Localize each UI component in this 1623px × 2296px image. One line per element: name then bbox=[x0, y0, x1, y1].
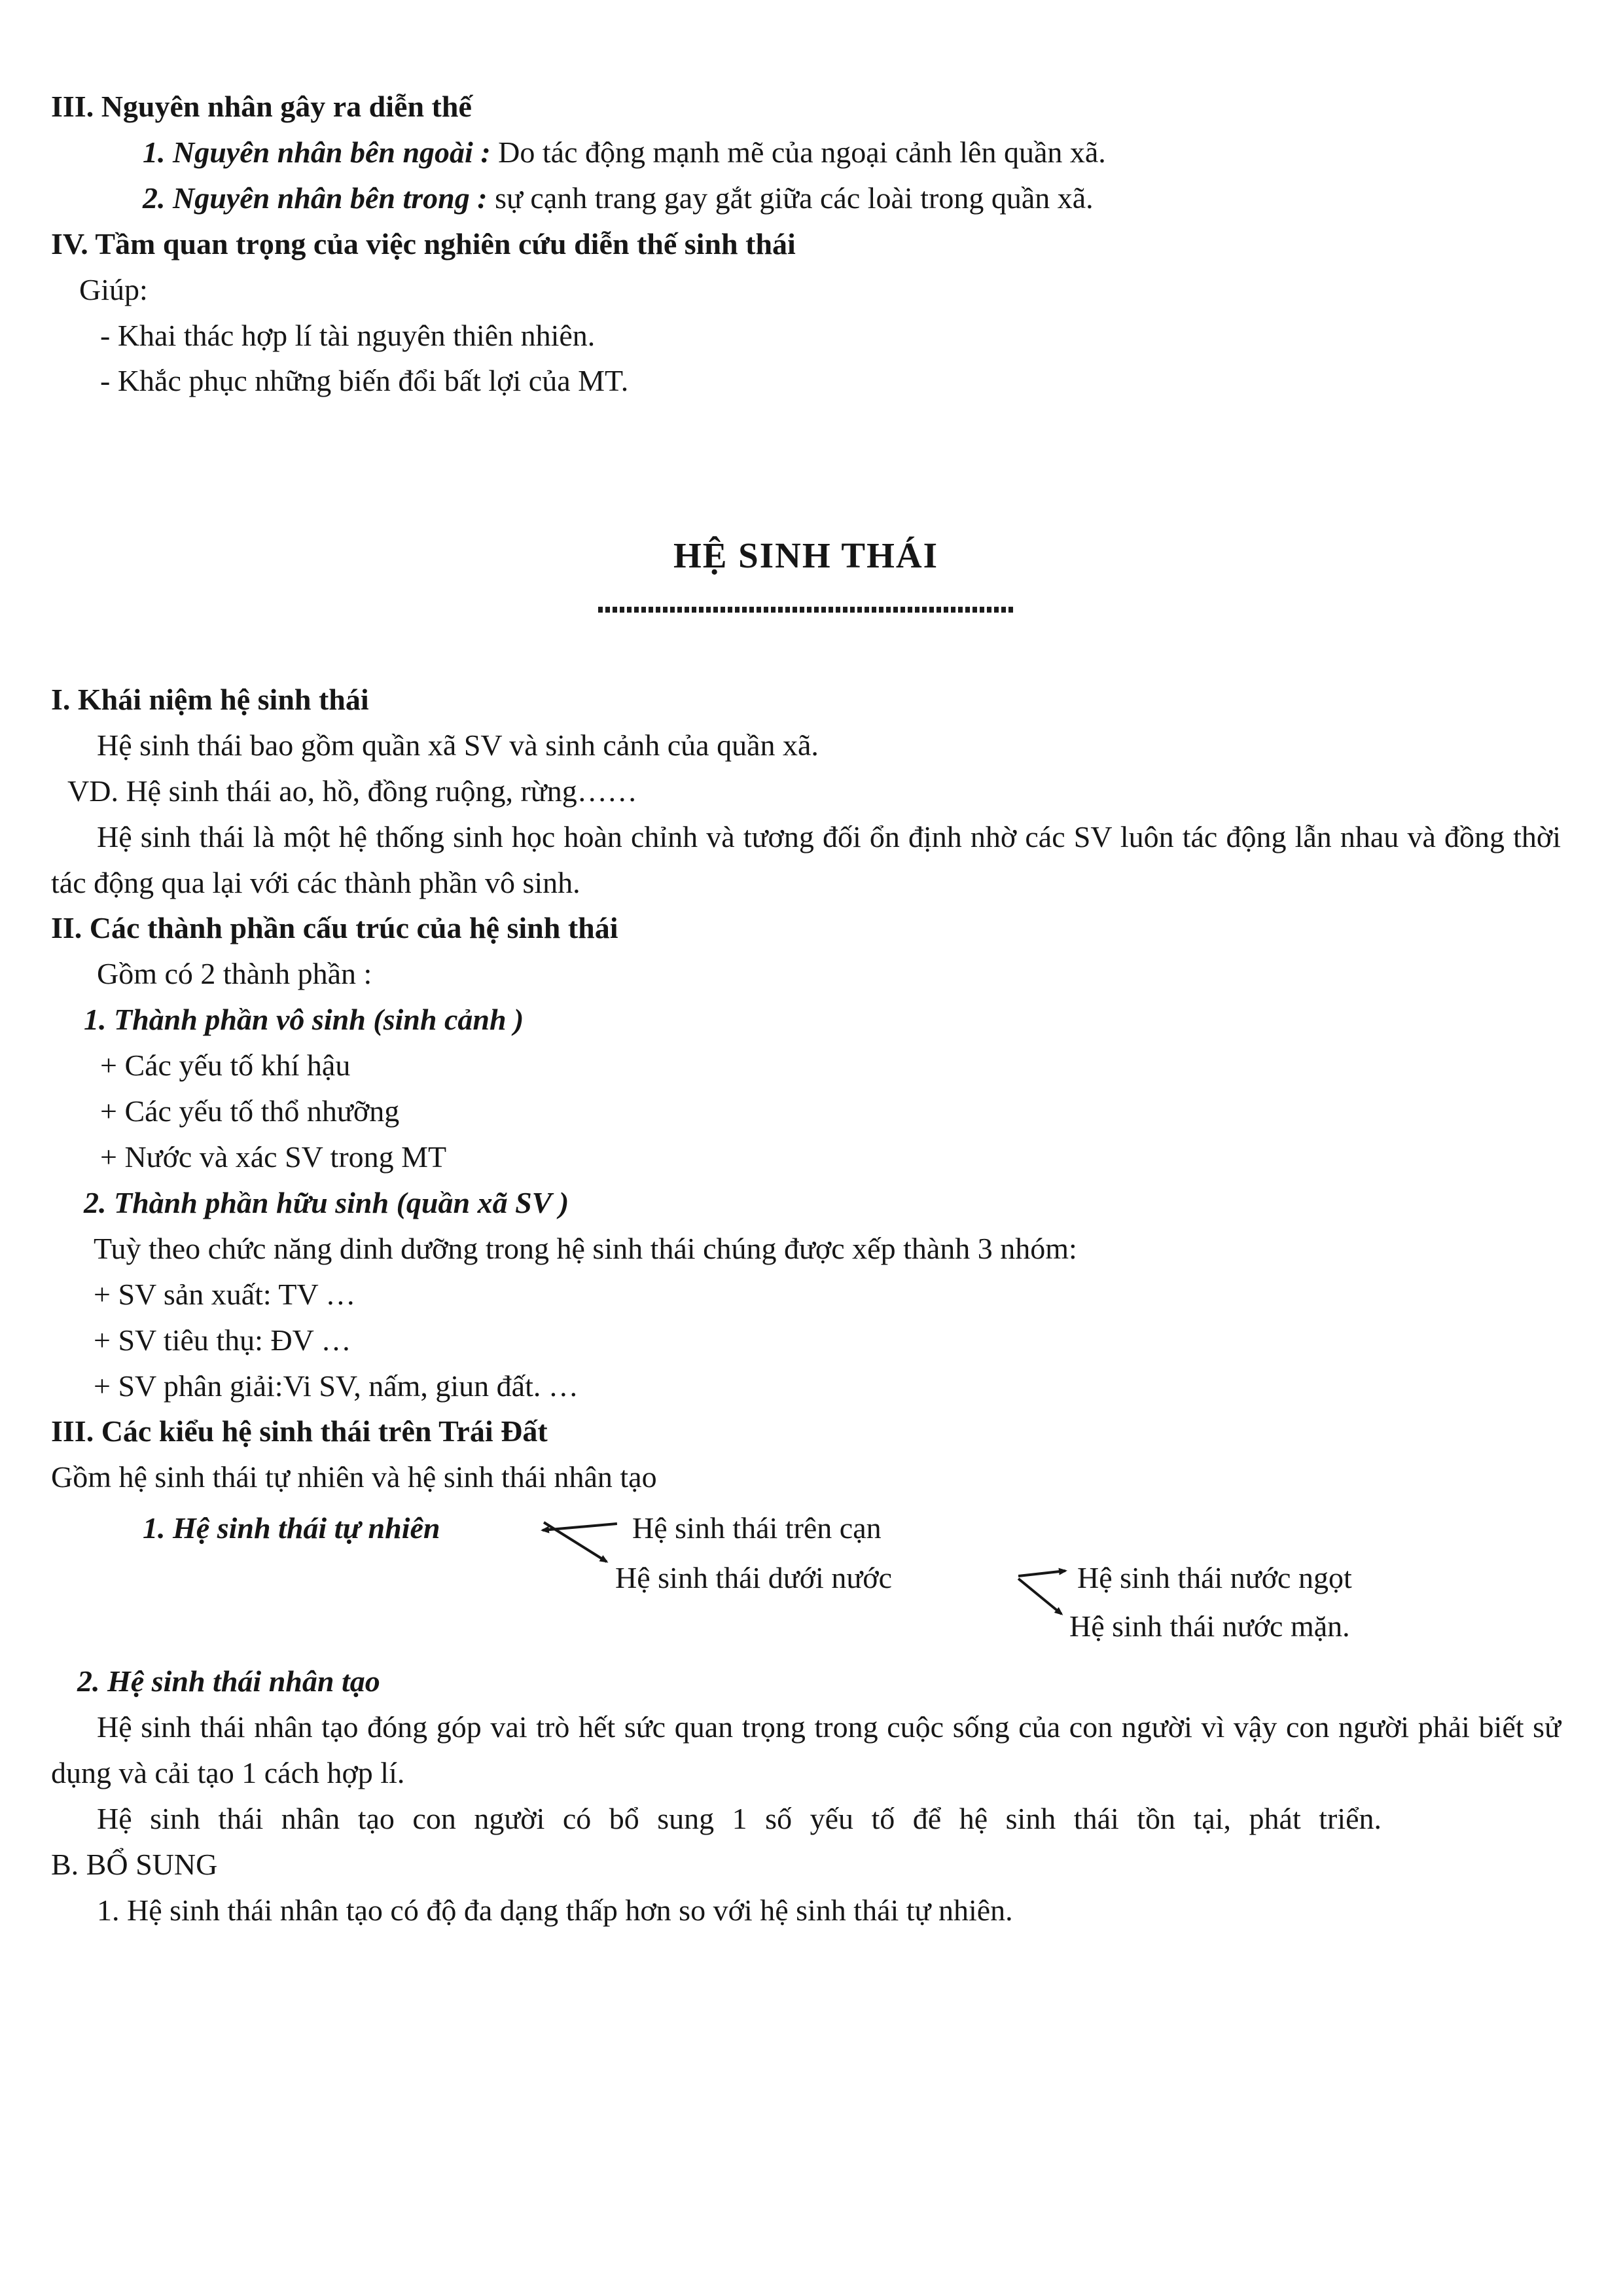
types-intro: Gồm hệ sinh thái tự nhiên và hệ sinh thái nhân tạo bbox=[51, 1460, 657, 1494]
biotic-subheading: 2. Thành phần hữu sinh (quần xã SV ) bbox=[84, 1185, 569, 1219]
ecosystem-types-diagram bbox=[51, 1503, 1561, 1659]
artificial-subheading: 2. Hệ sinh thái nhân tạo bbox=[77, 1664, 380, 1698]
help-bullet-1: - Khai thác hợp lí tài nguyên thiên nhiên. bbox=[100, 318, 596, 352]
supplement-item-1: 1. Hệ sinh thái nhân tạo có độ đa dạng thấp hơn so với hệ sinh thái tự nhiên. bbox=[97, 1893, 1013, 1927]
abiotic-bullet-2: + Các yếu tố thổ nhưỡng bbox=[100, 1094, 400, 1128]
artificial-paragraph-2: Hệ sinh thái nhân tạo con người có bổ sung 1 số yếu tố để hệ sinh thái tồn tại, phát triển. bbox=[97, 1801, 1382, 1835]
section-i-heading: I. Khái niệm hệ sinh thái bbox=[51, 682, 369, 716]
diagram-node-aquatic: Hệ sinh thái dưới nước bbox=[615, 1561, 893, 1595]
arrow-to-freshwater-icon bbox=[1018, 1571, 1065, 1576]
ecosystem-example: VD. Hệ sinh thái ao, hồ, đồng ruộng, rừng…… bbox=[67, 774, 637, 808]
cause-external-text: Do tác động mạnh mẽ của ngoại cảnh lên quần xã. bbox=[490, 135, 1106, 169]
cause-internal-text: sự cạnh trang gay gắt giữa các loài trong quần xã. bbox=[487, 181, 1094, 215]
arrow-to-saltwater-icon bbox=[1018, 1579, 1061, 1614]
biotic-intro: Tuỳ theo chức năng dinh dưỡng trong hệ sinh thái chúng được xếp thành 3 nhóm: bbox=[94, 1231, 1077, 1265]
supplement-heading: B. BỔ SUNG bbox=[51, 1847, 218, 1881]
diagram-node-natural: 1. Hệ sinh thái tự nhiên bbox=[143, 1511, 440, 1545]
diagram-node-saltwater: Hệ sinh thái nước mặn. bbox=[1069, 1609, 1350, 1643]
section-iv-heading: IV. Tầm quan trọng của việc nghiên cứu diễn thế sinh thái bbox=[51, 226, 796, 260]
diagram-node-freshwater: Hệ sinh thái nước ngọt bbox=[1077, 1561, 1352, 1595]
abiotic-bullet-3: + Nước và xác SV trong MT bbox=[100, 1140, 447, 1174]
main-title: HỆ SINH THÁI bbox=[673, 535, 939, 576]
cause-external-label: 1. Nguyên nhân bên ngoài : bbox=[143, 135, 491, 169]
title-underline-decoration bbox=[598, 607, 1014, 613]
help-label: Giúp: bbox=[79, 272, 148, 306]
section-iii-heading: III. Nguyên nhân gây ra diễn thế bbox=[51, 90, 472, 123]
components-intro: Gồm có 2 thành phần : bbox=[97, 957, 372, 991]
cause-internal-label: 2. Nguyên nhân bên trong : bbox=[143, 181, 488, 215]
ecosystem-definition: Hệ sinh thái bao gồm quần xã SV và sinh cảnh của quần xã. bbox=[97, 728, 819, 762]
biotic-bullet-producers: + SV sản xuất: TV … bbox=[94, 1277, 356, 1311]
abiotic-bullet-1: + Các yếu tố khí hậu bbox=[100, 1049, 351, 1083]
section-ii-heading: II. Các thành phần cấu trúc của hệ sinh thái bbox=[51, 911, 618, 945]
biotic-bullet-decomposers: + SV phân giải:Vi SV, nấm, giun đất. … bbox=[94, 1369, 579, 1403]
section-iii-types-heading: III. Các kiểu hệ sinh thái trên Trái Đất bbox=[51, 1414, 548, 1448]
help-bullet-2: - Khắc phục những biến đổi bất lợi của MT. bbox=[100, 364, 629, 398]
artificial-paragraph-1: Hệ sinh thái nhân tạo đóng góp vai trò hết sức quan trọng trong cuộc sống của con người vì vậy con người phải biết sử dụng và cải tạo 1 cách hợp lí. bbox=[51, 1710, 1561, 1790]
ecosystem-paragraph: Hệ sinh thái là một hệ thống sinh học hoàn chỉnh và tương đối ổn định nhờ các SV luôn tác động lẫn nhau và đồng thời tác động qua lại với các thành phần vô sinh. bbox=[51, 819, 1561, 899]
biotic-bullet-consumers: + SV tiêu thụ: ĐV … bbox=[94, 1323, 351, 1357]
cause-internal-line bbox=[143, 175, 1561, 221]
abiotic-subheading: 1. Thành phần vô sinh (sinh cảnh ) bbox=[84, 1003, 524, 1037]
diagram-node-terrestrial: Hệ sinh thái trên cạn bbox=[632, 1511, 882, 1545]
cause-external-line bbox=[143, 130, 1561, 175]
